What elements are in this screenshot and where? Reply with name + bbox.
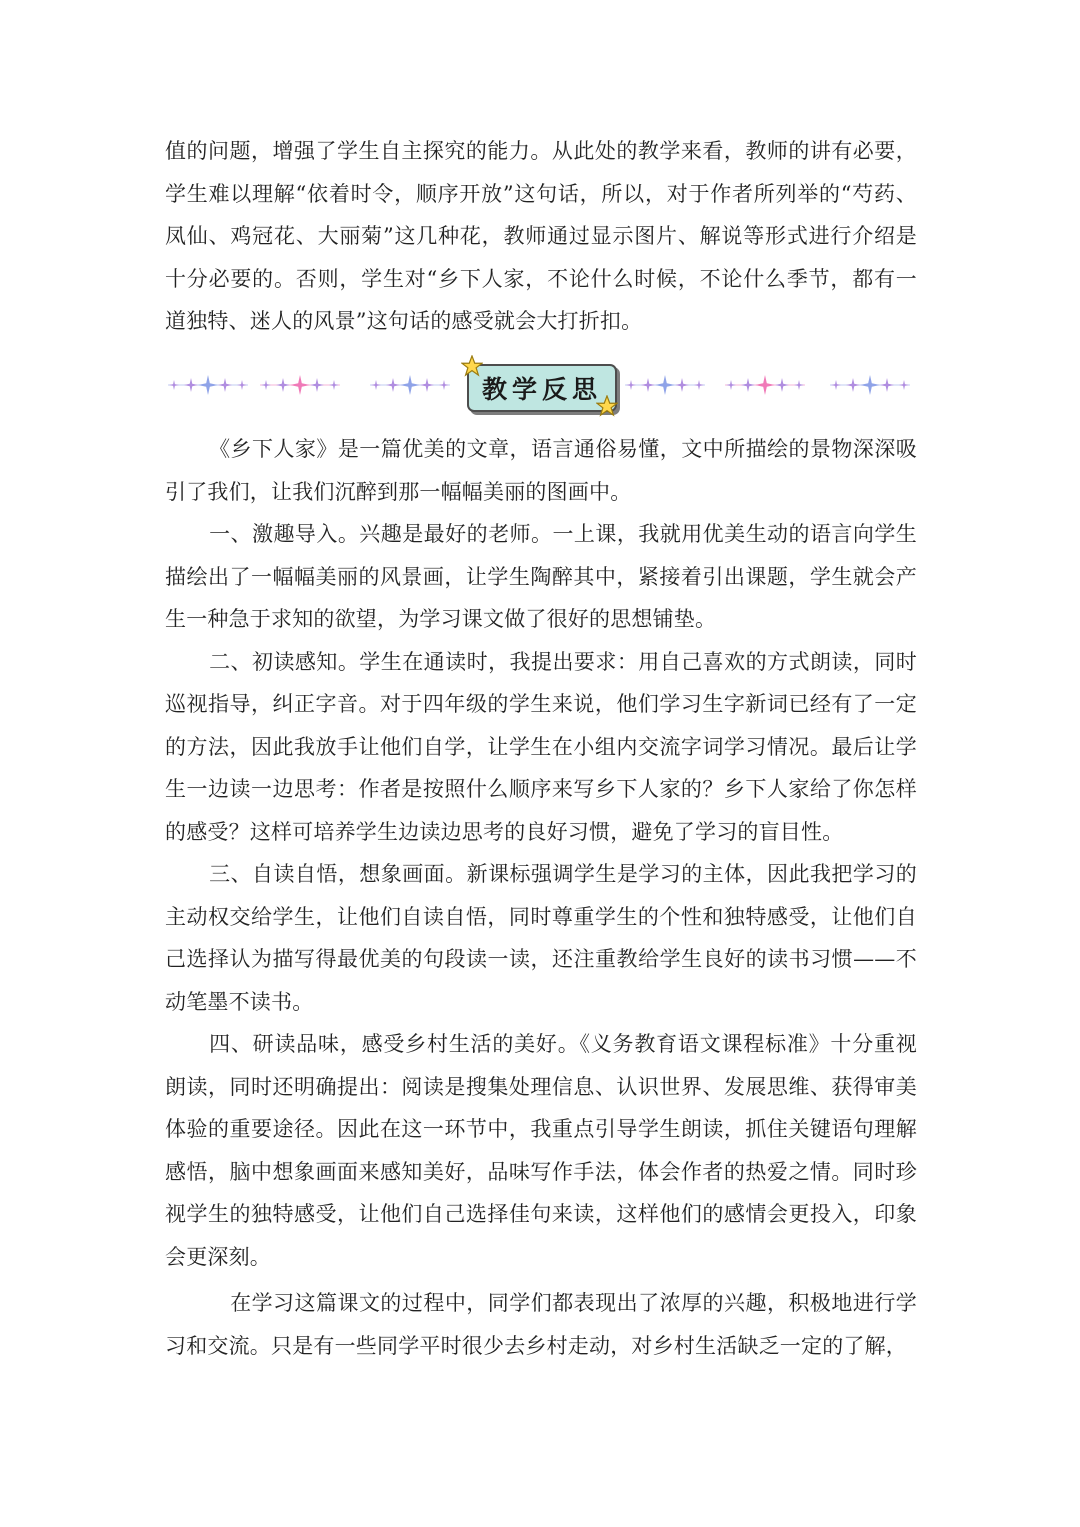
sparkle-icon [237,380,247,390]
sparkle-icon [655,375,675,395]
sparkle-icon [899,380,909,390]
sparkle-icon [184,378,198,392]
sparkle-icon [439,380,449,390]
paragraph-text: 值的问题，增强了学生自主探究的能力。从此处的教学来看，教师的讲有必要，学生难以理解“依着时令，顺序开放”这句话，所以，对于作者所列举的“芍药、凤仙、鸡冠花、大丽菊”这几种花，教师通过显示图片、解说等形式进行介绍是十分必要的。否则，学生对“乡下人家，不论什么时候，不论什么季节，都有一道独特、迷人的风景”这句话的感受就会大打折扣。 [165,139,917,333]
section-title: 教学反思 [481,375,602,404]
section-title-box [467,364,617,412]
sparkle-icon [218,378,232,392]
sparkle-icon [626,380,636,390]
sparkle-icon [741,378,755,392]
sparkle-icon [675,378,689,392]
sparkle-icon [775,378,789,392]
sparkle-icon [860,375,880,395]
sparkle-icon [846,378,860,392]
sparkle-icon [694,380,704,390]
sparkle-icon [420,378,434,392]
sparkle-icon [641,378,655,392]
sparkle-icon [371,380,381,390]
sparkle-icon [726,380,736,390]
section-divider [160,355,920,415]
sparkle-icon [386,378,400,392]
paragraph: 一、激趣导入。兴趣是最好的老师。一上课，我就用优美生动的语言向学生描绘出了一幅幅美丽的风景画，让学生陶醉其中，紧接着引出课题，学生就会产生一种急于求知的欲望，为学习课文做了很好的思想铺垫。 [165,522,917,631]
sparkle-icon [880,378,894,392]
sparkle-icon [169,380,179,390]
sparkle-icon [329,380,339,390]
sparkle-icon [310,378,324,392]
sparkle-icon [755,375,775,395]
star-icon [596,395,618,417]
paragraph: 三、自读自悟，想象画面。新课标强调学生是学习的主体，因此我把学习的主动权交给学生，让他们自读自悟，同时尊重学生的个性和独特感受，让他们自己选择认为描写得最优美的句段读一读，还注重教给学生良好的读书习惯——不动笔墨不读书。 [165,862,917,1014]
paragraph: 四、研读品味，感受乡村生活的美好。《义务教育语文课程标准》十分重视朗读，同时还明确提出：阅读是搜集处理信息、认识世界、发展思维、获得审美体验的重要途径。因此在这一环节中，我重点引导学生朗读，抓住关键语句理解感悟，脑中想象画面来感知美好，品味写作手法，体会作者的热爱之情。同时珍视学生的独特感受，让他们自己选择佳句来读，这样他们的感情会更投入，印象会更深刻。 [165,1032,917,1269]
sparkle-icon [400,375,420,395]
paragraph: 二、初读感知。学生在通读时，我提出要求：用自己喜欢的方式朗读，同时巡视指导，纠正字音。对于四年级的学生来说，他们学习生字新词已经有了一定的方法，因此我放手让他们自学，让学生在小组内交流字词学习情况。最后让学生一边读一边思考：作者是按照什么顺序来写乡下人家的？乡下人家给了你怎样的感受？这样可培养学生边读边思考的良好习惯，避免了学习的盲目性。 [165,649,917,844]
star-icon [461,355,483,377]
sparkle-icon [261,380,271,390]
sparkle-icon [794,380,804,390]
sparkle-icon [198,375,218,395]
reflection-body [165,428,917,1367]
sparkle-icon [276,378,290,392]
continued-paragraph [165,130,917,343]
sparkle-icon [290,375,310,395]
paragraph: 在学习这篇课文的过程中，同学们都表现出了浓厚的兴趣，积极地进行学习和交流。只是有一些同学平时很少去乡村走动，对乡村生活缺乏一定的了解， [165,1291,917,1358]
paragraph: 《乡下人家》是一篇优美的文章，语言通俗易懂，文中所描绘的景物深深吸引了我们，让我们沉醉到那一幅幅美丽的图画中。 [165,437,917,504]
sparkle-icon [831,380,841,390]
